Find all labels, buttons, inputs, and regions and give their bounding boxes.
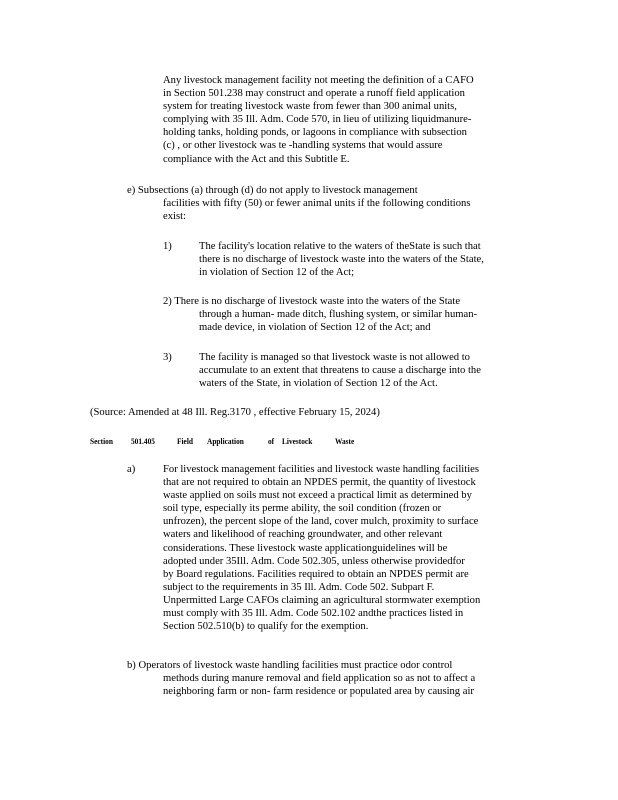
item-3-number: 3): [163, 352, 172, 363]
section-title-word: Waste: [335, 437, 355, 446]
subsection-b-text: methods during manure removal and field application so as not to affect a neighboring farm or non- farm residence or populated area by causing air: [163, 673, 476, 698]
subsection-b-first-line: b) Operators of livestock waste handling facilities must practice odor control: [127, 660, 453, 671]
section-number: 501.405: [131, 437, 155, 446]
section-title-word: of: [268, 437, 275, 446]
section-title-word: Livestock: [282, 437, 313, 446]
source-note: (Source: Amended at 48 Ill. Reg.3170 , effective February 15, 2024): [90, 407, 380, 418]
item-1-text: The facility's location relative to the waters of theState is such that there is no discharge of livestock waste into the waters of the State, in violation of Section 12 of the Act;: [199, 241, 484, 279]
continued-paragraph: Any livestock management facility not meeting the definition of a CAFO in Section 501.238 may construct and operate a runoff field application system for treating livestock waste from fewer than 300 animal units, complying with 35 Ill. Adm. Code 570, in lieu of utilizing liquidmanure- holding tanks, holding ponds, or lagoons in compliance with subsection (c) , or other livestock was te -handling systems that would assure compliance with the Act and this Subtitle E.: [163, 75, 474, 165]
section-label: Section: [90, 437, 113, 446]
item-3-text: The facility is managed so that livestock waste is not allowed to accumulate to an extent that threatens to cause a discharge into the waters of the State, in violation of Section 12 of the Act.: [199, 352, 481, 390]
item-2-first-line: 2) There is no discharge of livestock waste into the waters of the State: [163, 296, 461, 307]
item-1-number: 1): [163, 241, 172, 252]
section-title-word: Field: [177, 437, 193, 446]
subsection-e-first-line: e) Subsections (a) through (d) do not apply to livestock management: [127, 185, 418, 196]
subsection-a-text: For livestock management facilities and livestock waste handling facilities that are not required to obtain an NPDES permit, the quantity of livestock waste applied on soils must not exceed a practical limit as determined by soil type, especially its perme ability, the soil condition (frozen or unfrozen), the percent slope of the land, cover mulch, proximity to surface waters and likelihood of reaching groundwater, and other relevant considerations. These livestock waste applicationguidelines will be adopted under 35Ill. Adm. Code 502.305, unless otherwise providedfor by Board regulations. Facilities required to obtain an NPDES permit are subject to the requirements in 35 Ill. Adm. Code 502. Subpart F. Unpermitted Large CAFOs claiming an agricultural stormwater exemption must comply with 35 Ill. Adm. Code 502.102 andthe practices listed in Section 502.510(b) to qualify for the exemption.: [163, 464, 481, 633]
item-2-text: through a human- made ditch, flushing system, or similar human- made device, in violation of Section 12 of the Act; and: [199, 309, 478, 334]
section-title-word: Application: [207, 437, 244, 446]
subsection-e-text: facilities with fifty (50) or fewer animal units if the following conditions exist:: [163, 198, 471, 223]
subsection-a-number: a): [127, 464, 136, 475]
